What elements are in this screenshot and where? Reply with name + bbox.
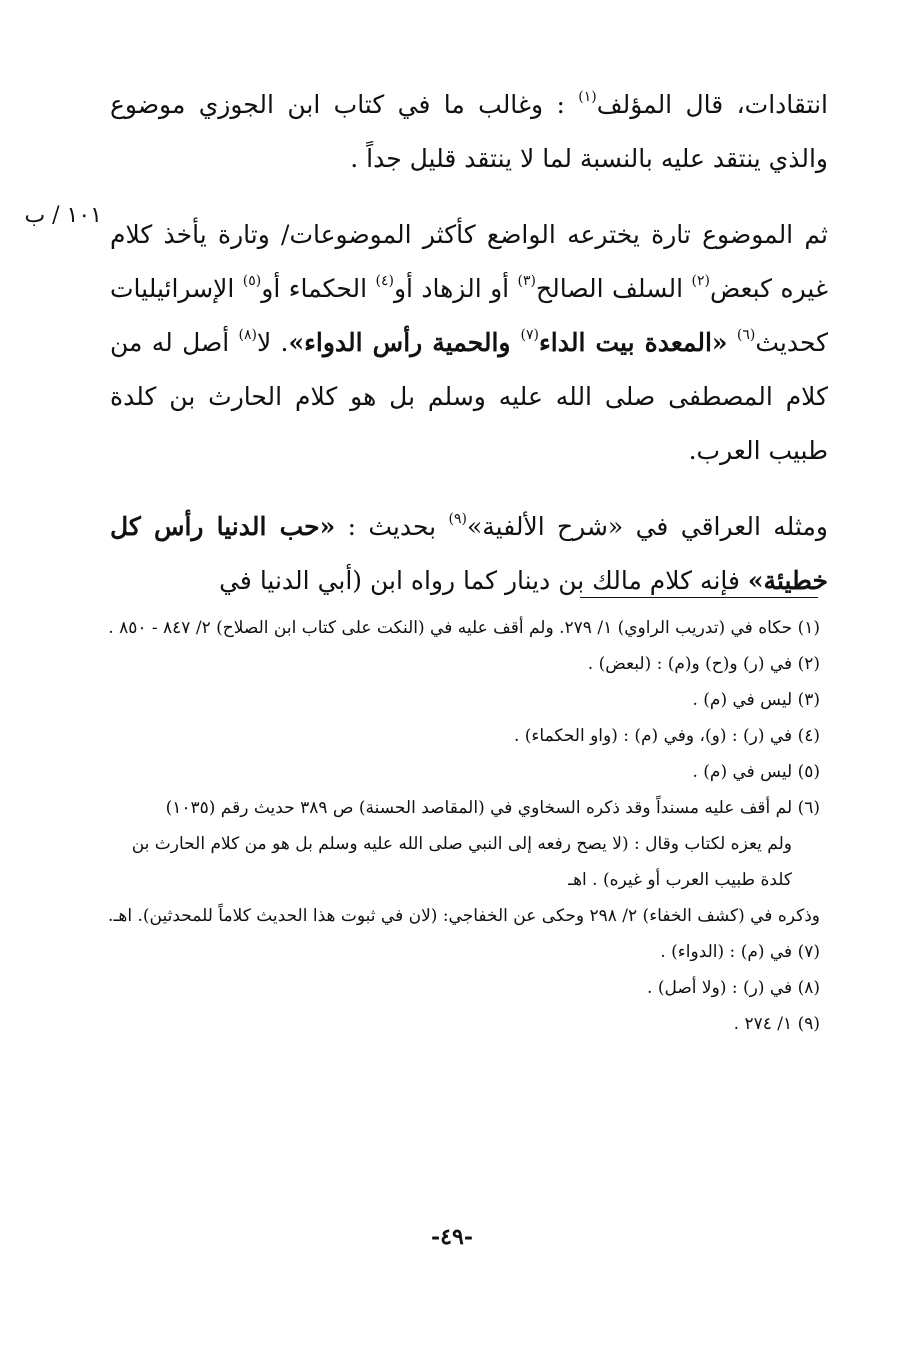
text-run: : وغالب ما في كتاب ابن الجوزي موضوع والذي ينتقد عليه بالنسبة لما لا ينتقد قليل جداً . [110,90,828,173]
text-run: انتقادات، قال المؤلف [596,90,828,119]
text-run: السلف الصالح [536,274,692,303]
text-run: بحديث : [335,512,449,541]
footnote: (١) حكاه في (تدريب الراوي) ١/ ٢٧٩. ولم أقف عليه في (النكت على كتاب ابن الصلاح) ٢/ ٨٤٧ - ٨٥٠ . [108,618,820,638]
footnote: (٥) ليس في (م) . [692,762,820,782]
margin-folio-note: ١٠١ / ب [24,203,102,228]
paragraph-1 [110,78,828,186]
footnote: (٢) في (ر) و(ح) و(م) : (لبعض) . [587,654,820,674]
footnote-ref: (١) [578,89,597,105]
text-run: الإسرائيليات كحديث [110,274,828,357]
text-run: فإنه كلام مالك بن دينار كما رواه ابن (أبي الدنيا في [219,566,748,595]
footnote-ref: (٩) [448,511,467,527]
footnote-ref: (٣) [517,273,536,289]
footnote: (٧) في (م) : (الدواء) . [660,942,820,962]
hadith-quote: والحمية رأس الدواء» [288,328,521,357]
text-run: ومثله العراقي في «شرح الألفية» [466,512,828,541]
hadith-quote: «المعدة بيت الداء [539,328,728,357]
text-run: أو الزهاد أو [393,274,518,303]
paragraph-3 [110,500,828,608]
footnote-ref: (٨) [238,327,257,343]
text-run: ثم الموضوع تارة يخترعه الواضع كأكثر الموضوعات/ وتارة يأخذ كلام غيره كبعض [110,220,829,303]
hadith-quote: «حب الدنيا رأس كل خطيئة» [110,512,828,595]
footnote: (٤) في (ر) : (و)، وفي (م) : (واو الحكماء) . [513,726,820,746]
footnote: (٩) ١/ ٢٧٤ . [733,1014,820,1034]
page-number: -٤٩- [431,1224,473,1250]
main-text [110,78,828,608]
paragraph-2 [110,208,828,478]
text-run [728,328,737,357]
footnote-ref: (٧) [520,327,540,343]
footnote: (٣) ليس في (م) . [692,690,820,710]
text-run: . لا [256,328,289,357]
footnote: وذكره في (كشف الخفاء) ٢/ ٢٩٨ وحكى عن الخفاجي: (لان في ثبوت هذا الحديث كلاماً للمحدثين). اهـ. [108,906,820,926]
footnote-ref: (٢) [691,273,710,289]
footnotes [108,610,820,1042]
text-run: أصل له من كلام المصطفى صلى الله عليه وسلم بل هو كلام الحارث بن كلدة طبيب العرب. [110,328,828,465]
footnote-ref: (٤) [375,273,394,289]
footnote-ref: (٥) [242,273,262,289]
footnote: ولم يعزه لكتاب وقال : (لا يصح رفعه إلى النبي صلى الله عليه وسلم بل هو من كلام الحارث بن كلدة طبيب العرب أو غيره) . اهـ [131,834,792,890]
footnote-separator [580,597,818,598]
footnote: (٦) لم أقف عليه مسنداً وقد ذكره السخاوي في (المقاصد الحسنة) ص ٣٨٩ حديث رقم (١٠٣٥) [165,798,820,818]
text-run: الحكماء أو [261,274,376,303]
footnote-ref: (٦) [736,327,756,343]
footnote: (٨) في (ر) : (ولا أصل) . [647,978,820,998]
